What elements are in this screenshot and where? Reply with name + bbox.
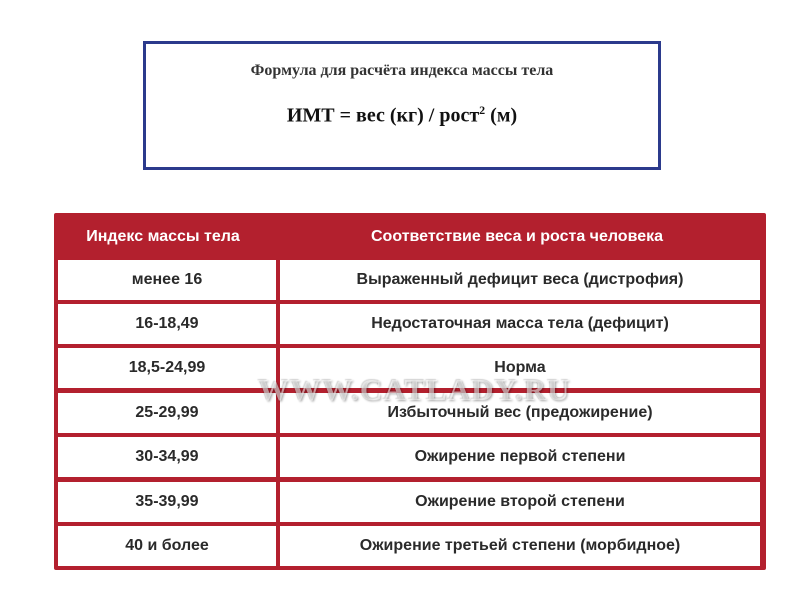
description-cell: Ожирение первой степени bbox=[280, 437, 760, 477]
table-row bbox=[54, 304, 766, 344]
table-row bbox=[54, 482, 766, 522]
formula-box bbox=[143, 41, 661, 170]
description-cell: Избыточный вес (предожирение) bbox=[280, 393, 760, 433]
bmi-index-cell: 16-18,49 bbox=[58, 304, 276, 344]
description-cell: Недостаточная масса тела (дефицит) bbox=[280, 304, 760, 344]
header-weight-height-match: Соответствие веса и роста человека bbox=[370, 228, 663, 245]
bmi-index-cell: 25-29,99 bbox=[58, 393, 276, 433]
bmi-index-cell: 40 и более bbox=[58, 526, 276, 566]
table-header bbox=[54, 213, 766, 260]
header-bmi-index: Индекс массы тела bbox=[86, 228, 240, 245]
table-row bbox=[54, 526, 766, 566]
table-row bbox=[54, 393, 766, 433]
bmi-index-cell: 35-39,99 bbox=[58, 482, 276, 522]
bmi-index-cell: менее 16 bbox=[58, 260, 276, 300]
table-row bbox=[54, 260, 766, 300]
description-cell: Ожирение третьей степени (морбидное) bbox=[280, 526, 760, 566]
formula-equation-exponent: 2 bbox=[479, 103, 486, 117]
bmi-table bbox=[54, 213, 766, 570]
table-row bbox=[54, 437, 766, 477]
formula-title: Формула для расчёта индекса массы тела bbox=[250, 62, 554, 79]
description-cell: Выраженный дефицит веса (дистрофия) bbox=[280, 260, 760, 300]
bmi-index-cell: 18,5-24,99 bbox=[58, 348, 276, 388]
formula-equation-suffix: (м) bbox=[485, 104, 518, 127]
bmi-index-cell: 30-34,99 bbox=[58, 437, 276, 477]
description-cell: Ожирение второй степени bbox=[280, 482, 760, 522]
formula-equation bbox=[146, 103, 658, 128]
description-cell: Норма bbox=[280, 348, 760, 388]
formula-equation-prefix: ИМТ = вес (кг) / рост bbox=[286, 104, 480, 127]
watermark: WWW.CATLADY.RU bbox=[258, 372, 571, 407]
table-row bbox=[54, 348, 766, 388]
